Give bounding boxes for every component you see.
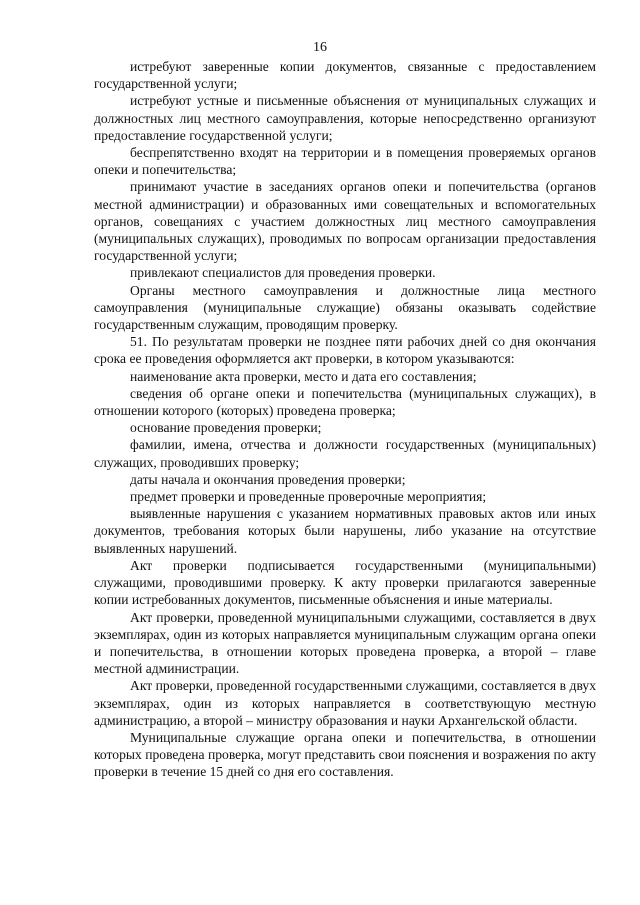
paragraph: Акт проверки подписывается государственными (муниципальными) служащими, проводившими проверку. К акту проверки прилагаются заверенные копии истребованных документов, письменные объяснения и иные материалы. xyxy=(94,557,596,608)
paragraph: истребуют устные и письменные объяснения от муниципальных служащих и должностных лиц местного самоуправления, которые непосредственно организуют предоставление государственной услуги; xyxy=(94,93,596,143)
paragraph: наименование акта проверки, место и дата его составления; xyxy=(130,368,477,384)
paragraph: сведения об органе опеки и попечительства (муниципальных служащих), в отношении которого (которых) проведена проверка; xyxy=(94,385,596,419)
paragraph: беспрепятственно входят на территории и в помещения проверяемых органов опеки и попечительства; xyxy=(94,145,596,178)
paragraph: фамилии, имена, отчества и должности государственных (муниципальных) служащих, проводивших проверку; xyxy=(94,437,596,470)
paragraph: истребуют заверенные копии документов, связанные с предоставлением государственной услуги; xyxy=(94,59,596,92)
paragraph: основание проведения проверки; xyxy=(130,420,322,436)
paragraph: Муниципальные служащие органа опеки и попечительства, в отношении которых проведена проверка, могут представить свои пояснения и возражения по акту проверки в течение 15 дней со дня его составления. xyxy=(94,729,596,780)
paragraph: Органы местного самоуправления и должностные лица местного самоуправления (муниципальные служащие) обязаны оказывать содействие государственным служащим, проводящим проверку. xyxy=(94,282,596,333)
paragraph: даты начала и окончания проведения проверки; xyxy=(130,471,406,487)
paragraph: Акт проверки, проведенной муниципальными служащими, составляется в двух экземплярах, один из которых направляется муниципальным служащим органа опеки и попечительства, в отношении которых проведена проверка, а второй – главе местной администрации. xyxy=(94,609,596,677)
paragraph: Акт проверки, проведенной государственными служащими, составляется в двух экземплярах, один из которых направляется в соответствующую местную администрацию, а второй – министру образования и науки Архангельской области. xyxy=(94,678,596,728)
page-number: 16 xyxy=(313,40,327,55)
paragraph: предмет проверки и проведенные проверочные мероприятия; xyxy=(130,489,487,505)
document-body xyxy=(94,58,596,781)
paragraph: привлекают специалистов для проведения проверки. xyxy=(130,265,436,281)
paragraph: 51. По результатам проверки не позднее пяти рабочих дней со дня окончания срока ее проведения оформляется акт проверки, в котором указываются: xyxy=(94,334,596,367)
paragraph: принимают участие в заседаниях органов опеки и попечительства (органов местной администрации) и образованных ими совещательных и вспомогательных органов, совещаниях с участием должностных лиц местного самоуправления (муниципальных служащих), проводимых по вопросам организации предоставления государственной услуги; xyxy=(94,179,596,264)
paragraph: выявленные нарушения с указанием нормативных правовых актов или иных документов, требования которых были нарушены, либо указание на отсутствие выявленных нарушений. xyxy=(94,506,596,556)
